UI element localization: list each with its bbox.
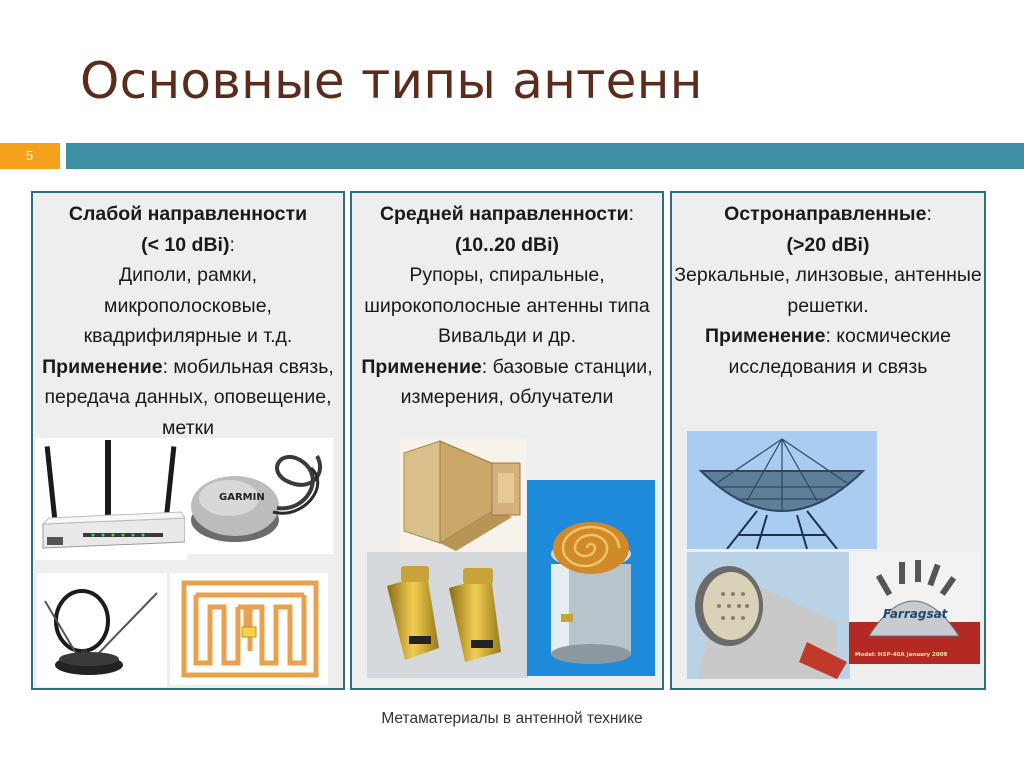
- panel-types: Зеркальные, линзовые, антенные решетки.: [674, 264, 982, 317]
- slide-number: 5: [0, 143, 60, 169]
- phased-array-image: [849, 552, 980, 664]
- garmin-logo: GARMIN: [219, 492, 265, 503]
- panel-application-text: : базовые станции, измерения, облучатели: [400, 355, 653, 408]
- waveguide-horns-image: [367, 552, 528, 678]
- image-caption: Model: HSP-40A January 2009: [855, 652, 948, 658]
- panel-application-text: : космические исследования и связь: [728, 325, 951, 378]
- panel-text: Остронаправленные: (>20 dBi) Зеркальные, линзовые, антенные решетки. Применение: космические исследования и связь: [674, 203, 982, 378]
- radio-telescope-image: [687, 431, 877, 549]
- panel-types: Рупоры, спиральные, широкополосные антенны типа Вивальди и др.: [364, 264, 650, 347]
- panel-range: (< 10 dBi): [141, 233, 230, 256]
- panel-range: (>20 dBi): [786, 233, 870, 256]
- gps-puck-antenna-image: [185, 438, 333, 554]
- horn-antenna-image: [400, 439, 526, 553]
- panel-application-label: Применение: [42, 355, 163, 378]
- lens-antenna-image: [687, 552, 850, 679]
- panel-heading: Слабой направленности: [68, 203, 308, 225]
- panel-application-text: : мобильная связь, передача данных, оповещение, метки: [44, 355, 334, 439]
- panel-heading: Средней направленности: [379, 203, 629, 225]
- header-bar: [66, 143, 1024, 169]
- panel-text: Слабой направленности (< 10 dBi): Диполи, рамки, микрополосковые, квадрифилярные и т.д. Применение: мобильная связь, передача данных, оповещение, метки: [42, 203, 334, 439]
- panel-text: Средней направленности: (10..20 dBi) Рупоры, спиральные, широкополосные антенны типа Вивальди и др. Применение: базовые станции, измерения, облучатели: [361, 203, 653, 408]
- farragsat-logo: Farragsat: [883, 607, 948, 621]
- panel-range: (10..20 dBi): [454, 233, 560, 256]
- meander-pcb-antenna-image: [170, 573, 328, 685]
- spiral-antenna-image: [527, 480, 655, 676]
- slide-title: Основные типы антенн: [80, 52, 703, 110]
- wifi-router-image: [35, 438, 187, 560]
- panel-types: Диполи, рамки, микрополосковые, квадрифилярные и т.д.: [83, 264, 293, 347]
- footer-text: Метаматериалы в антенной технике: [381, 710, 643, 727]
- indoor-loop-antenna-image: [37, 573, 167, 687]
- panel-application-label: Применение: [361, 355, 482, 378]
- panel-application-label: Применение: [705, 325, 826, 347]
- panel-heading: Остронаправленные: [724, 203, 927, 225]
